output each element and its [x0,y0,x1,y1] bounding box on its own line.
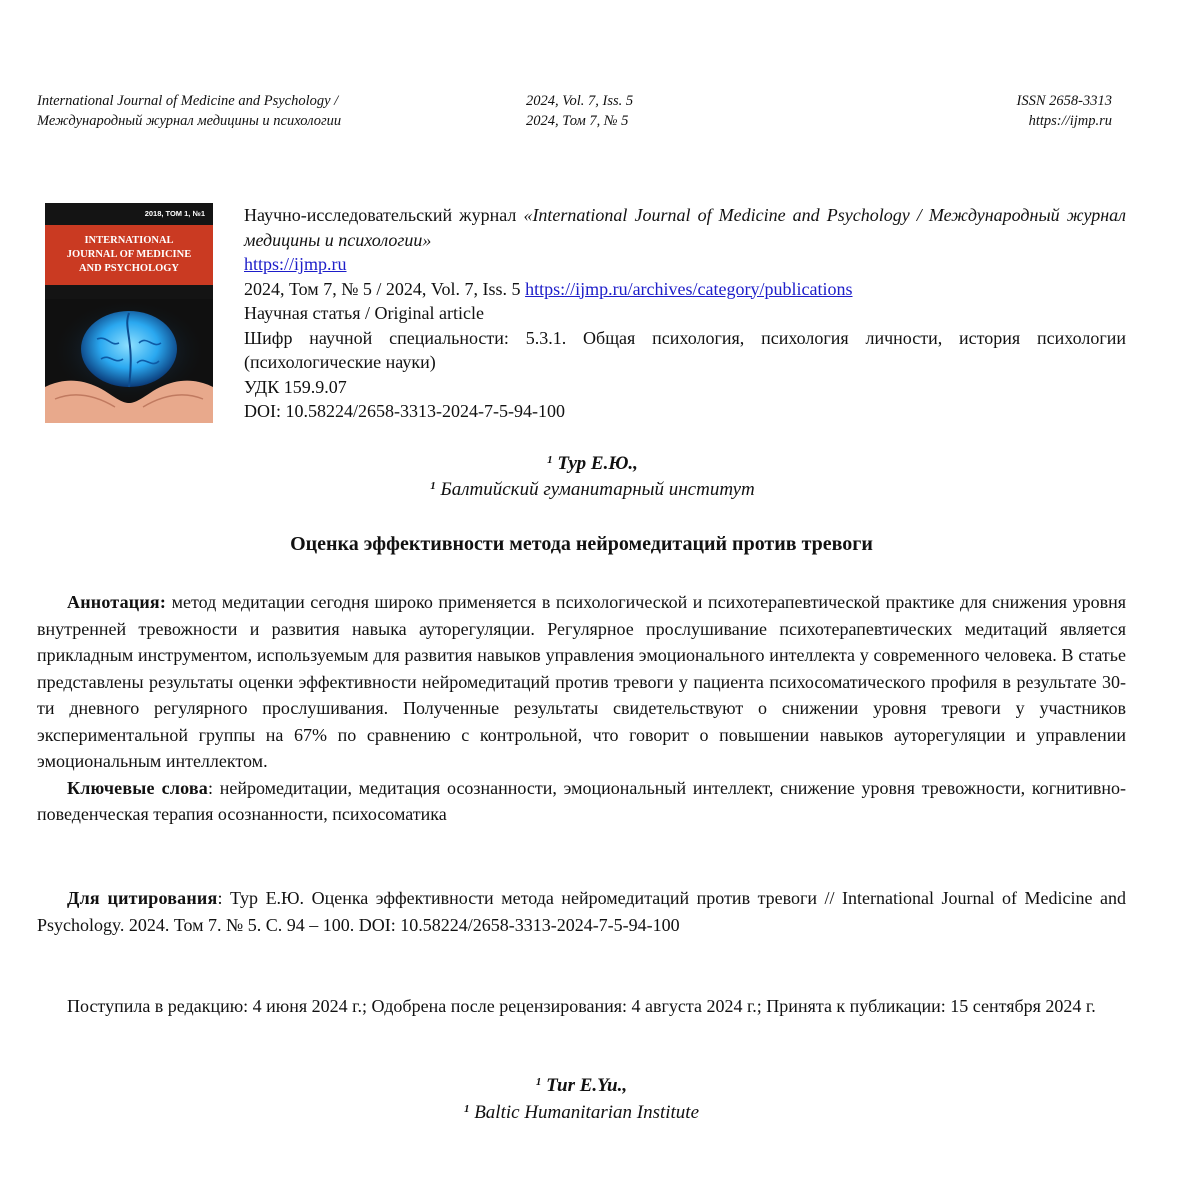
header-issue-ru: 2024, Том 7, № 5 [526,113,629,129]
cover-title [45,234,213,276]
citation-label: Для цитирования [67,888,218,908]
keywords-text: : нейромедитации, медитация осознанности, эмоциональный интеллект, снижение уровня тревожности, когнитивно-поведенческая терапия осознанности, психосоматика [37,777,1126,824]
cover-volume: 2018, ТОМ 1, №1 [144,209,205,218]
journal-info-block [244,203,1126,424]
header-journal-ru: Международный журнал медицины и психологии [37,113,342,129]
abstract-text: метод медитации сегодня широко применяется в психологической и психотерапевтической практике для снижения уровня внутренней тревожности и развития навыка ауторегуляции. Регулярное прослушивание психотерапевтических медитаций является прикладным инструментом, используемым для развития навыков управления эмоционального интеллекта у современного человека. В статье представлены результаты оценки эффективности нейромедитаций против тревоги у пациента психосоматического профиля в результате 30-ти дневного регулярного прослушивания. Полученные результаты свидетельствуют о снижении уровня тревоги у участников экспериментальной группы на 67% по сравнению с контрольной, что говорит о повышении навыков ауторегуляции и управлении эмоциональным интеллектом. [37,592,1126,771]
brain-hands-icon [45,299,213,423]
archive-link[interactable]: https://ijmp.ru/archives/category/publications [525,278,853,299]
author-sup: 1 [535,1076,542,1088]
cover-title-line: JOURNAL OF MEDICINE [66,249,192,260]
affiliation-en [0,1099,1163,1126]
citation-paragraph [37,885,1126,938]
specialty-code: Шифр научной специальности: 5.3.1. Общая психология, психология личности, история психологии (психологические науки) [244,327,1126,372]
author-name-ru [0,451,1185,477]
citation-text: : Тур Е.Ю. Оценка эффективности метода нейромедитаций против тревоги // International Journal of Medicine and Psychology. 2024. Том 7. № 5. С. 94 – 100. DOI: 10.58224/2658-3313-2024-7-5-94-100 [37,888,1126,935]
cover-top-strip [45,203,213,225]
header-issue-en: 2024, Vol. 7, Iss. 5 [526,93,634,109]
header-url: https://ijmp.ru [1028,113,1112,129]
cover-brain-illustration [45,299,213,423]
author-name: Тур Е.Ю., [557,453,638,474]
affiliation-sup: 1 [463,1103,470,1115]
author-name: Tur E.Yu., [546,1075,628,1096]
article-type: Научная статья / Original article [244,303,484,323]
site-link[interactable]: https://ijmp.ru [244,254,347,274]
doi: DOI: 10.58224/2658-3313-2024-7-5-94-100 [244,401,565,421]
abstract-section [37,589,1126,828]
author-sup: 1 [547,454,553,466]
udc-code: УДК 159.9.07 [244,376,347,397]
running-header-journal [37,91,341,131]
affiliation-name: Балтийский гуманитарный институт [440,479,755,500]
issue-text: 2024, Том 7, № 5 / 2024, Vol. 7, Iss. 5 [244,278,526,299]
journal-name: «International Journal of Medicine and Psychology / Международный журнал медицины и психологии» [244,205,1126,250]
abstract-label: Аннотация: [67,592,167,612]
abstract-paragraph [37,589,1126,775]
keywords-paragraph [37,775,1126,828]
running-header-issue [526,91,633,131]
header-issn: ISSN 2658-3313 [1016,93,1112,109]
author-block-en [0,1072,1163,1126]
cover-subtitle-strip [45,285,213,299]
journal-prefix: Научно-исследовательский журнал [244,205,524,225]
keywords-label: Ключевые слова [67,777,208,798]
article-title: Оценка эффективности метода нейромедитаций против тревоги [290,533,873,555]
cover-title-line: INTERNATIONAL [84,235,174,246]
affiliation-name: Baltic Humanitarian Institute [474,1102,700,1123]
journal-cover-image [45,203,213,423]
affiliation-sup: 1 [430,480,436,492]
issue-line [244,277,1126,302]
running-header-issn [940,91,1112,131]
cover-title-line: AND PSYCHOLOGY [78,263,180,274]
received-dates: Поступила в редакцию: 4 июня 2024 г.; Одобрена после рецензирования: 4 августа 2024 г.; Принята к публикации: 15 сентября 2024 г. [67,996,1096,1016]
journal-name-line [244,203,1126,252]
author-block-ru [0,451,1185,503]
author-name-en [0,1072,1163,1099]
header-journal-en: International Journal of Medicine and Psychology / [37,93,339,109]
affiliation-ru [0,477,1185,503]
